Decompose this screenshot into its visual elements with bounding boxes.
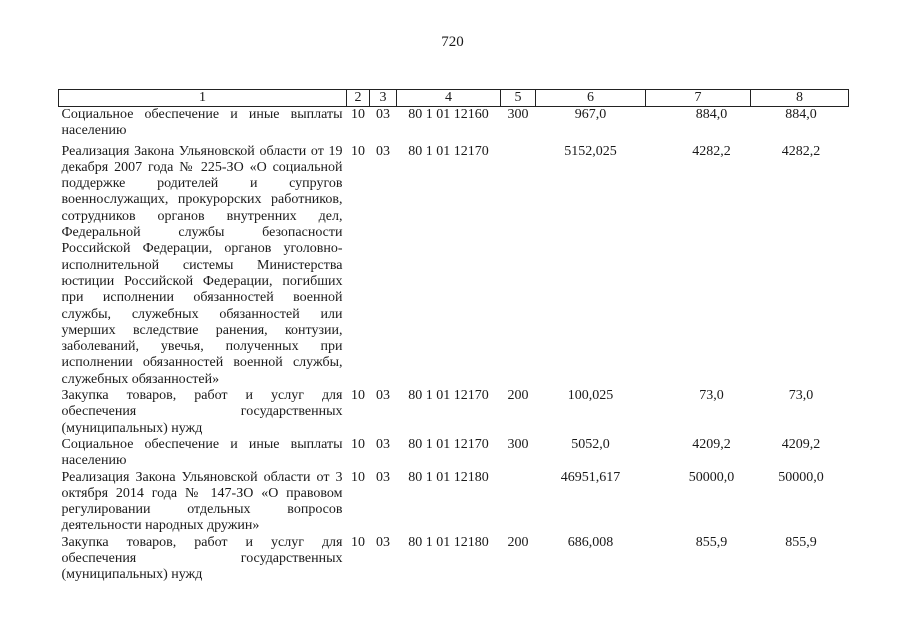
table-row bbox=[59, 437, 849, 470]
row-subsection: 03 bbox=[376, 107, 390, 122]
table-header-row bbox=[59, 90, 849, 107]
row-target-code: 80 1 01 12170 bbox=[408, 436, 489, 452]
row-name: Социальное обеспечение и иные выплаты населению bbox=[61, 107, 343, 139]
row-amount-col8: 4209,2 bbox=[781, 436, 821, 452]
row-expense-type bbox=[501, 470, 536, 535]
row-subsection: 03 bbox=[376, 534, 390, 550]
row-expense-type: 300 bbox=[507, 107, 529, 122]
column-header-8: 8 bbox=[751, 90, 849, 107]
row-section: 10 bbox=[351, 143, 365, 159]
column-header-7: 7 bbox=[646, 90, 751, 107]
row-name: Закупка товаров, работ и услуг для обеспечения государственных (муниципальных) нужд bbox=[61, 388, 343, 436]
table-row bbox=[59, 470, 849, 535]
row-target-code: 80 1 01 12160 bbox=[408, 107, 489, 122]
column-header-2: 2 bbox=[347, 90, 370, 107]
row-amount-col8: 73,0 bbox=[788, 388, 814, 404]
page-number: 720 bbox=[441, 34, 464, 50]
row-amount-col7: 855,9 bbox=[695, 534, 728, 550]
row-target-code: 80 1 01 12180 bbox=[408, 534, 489, 550]
row-amount-col6: 967,0 bbox=[574, 107, 607, 122]
row-amount-col6: 5052,0 bbox=[571, 436, 610, 452]
row-section: 10 bbox=[351, 388, 365, 404]
column-header-5: 5 bbox=[501, 90, 536, 107]
row-amount-col7: 73,0 bbox=[699, 388, 724, 404]
row-target-code: 80 1 01 12170 bbox=[408, 388, 489, 404]
row-amount-col6: 46951,617 bbox=[560, 469, 621, 485]
row-section: 10 bbox=[351, 469, 365, 485]
row-amount-col8: 50000,0 bbox=[778, 469, 824, 485]
column-header-1: 1 bbox=[59, 90, 347, 107]
row-section: 10 bbox=[351, 436, 365, 452]
row-expense-type: 200 bbox=[507, 534, 529, 550]
row-amount-col6: 686,008 bbox=[567, 534, 614, 550]
table-row bbox=[59, 388, 849, 437]
column-header-4: 4 bbox=[397, 90, 501, 107]
column-header-3: 3 bbox=[370, 90, 397, 107]
row-section: 10 bbox=[351, 107, 365, 122]
budget-table bbox=[58, 89, 849, 584]
row-target-code: 80 1 01 12170 bbox=[408, 143, 489, 159]
row-amount-col7: 4209,2 bbox=[692, 436, 731, 452]
row-subsection: 03 bbox=[376, 143, 390, 159]
row-name: Реализация Закона Ульяновской области от 19 декабря 2007 года № 225-ЗО «О социальной поддержке родителей и супругов военнослужащих, прокурорских работников, сотрудников органов внутренних дел, Федеральной службы безопасности Российской Федерации, органов уголовно-исполнительной системы Министерства юстиции Российской Федерации, погибших при исполнении обязанностей военной службы, служебных обязанностей или умерших вследствие ранения, контузии, заболеваний, увечья, полученных при исполнении обязанностей военной службы, служебных обязанностей» bbox=[61, 143, 343, 387]
row-amount-col7: 884,0 bbox=[695, 107, 728, 122]
row-subsection: 03 bbox=[376, 436, 390, 452]
row-amount-col7: 4282,2 bbox=[692, 143, 731, 159]
row-subsection: 03 bbox=[376, 469, 390, 485]
row-amount-col7: 50000,0 bbox=[688, 469, 735, 485]
row-amount-col8: 884,0 bbox=[785, 107, 817, 122]
column-header-6: 6 bbox=[536, 90, 646, 107]
table-row bbox=[59, 140, 849, 388]
row-amount-col6: 100,025 bbox=[567, 388, 614, 404]
row-name: Реализация Закона Ульяновской области от 3 октября 2014 года № 147-ЗО «О правовом регулировании отдельных вопросов деятельности народных дружин» bbox=[61, 469, 343, 534]
row-expense-type bbox=[501, 140, 536, 388]
row-name: Закупка товаров, работ и услуг для обеспечения государственных (муниципальных) нужд bbox=[61, 534, 343, 583]
row-amount-col6: 5152,025 bbox=[564, 143, 617, 159]
row-expense-type: 300 bbox=[507, 436, 529, 452]
row-name: Социальное обеспечение и иные выплаты населению bbox=[61, 436, 343, 469]
table-row bbox=[59, 107, 849, 140]
row-subsection: 03 bbox=[376, 388, 390, 404]
row-target-code: 80 1 01 12180 bbox=[408, 469, 489, 485]
row-amount-col8: 855,9 bbox=[785, 534, 817, 550]
table-row bbox=[59, 535, 849, 584]
row-amount-col8: 4282,2 bbox=[781, 143, 821, 159]
row-section: 10 bbox=[351, 534, 365, 550]
row-expense-type: 200 bbox=[507, 388, 529, 404]
